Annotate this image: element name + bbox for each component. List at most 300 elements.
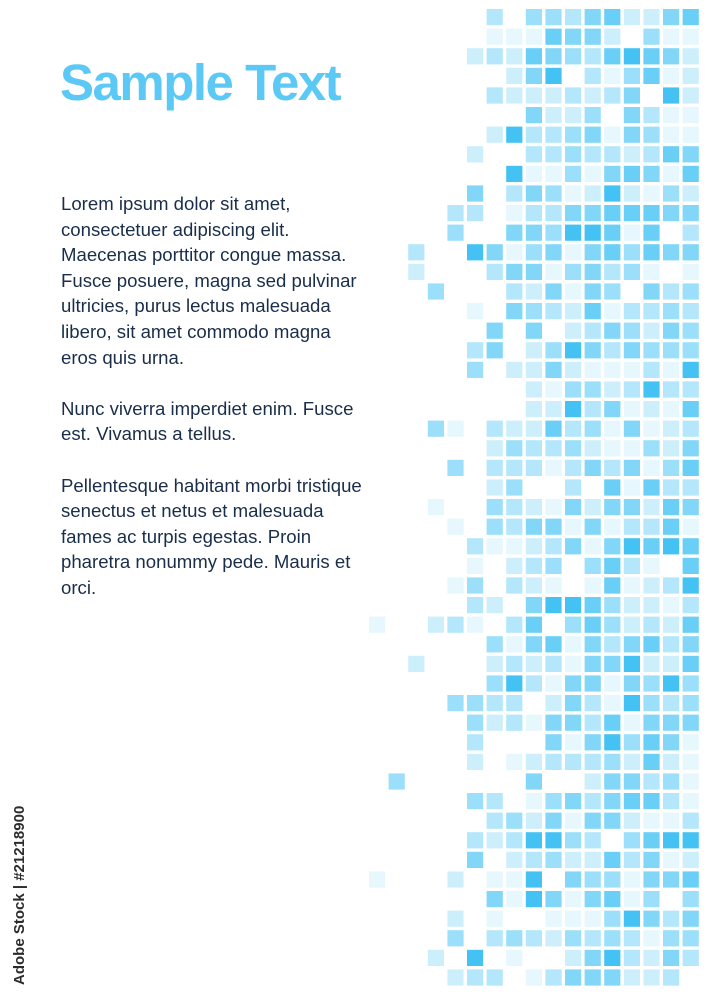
body-paragraph-2: Nunc viverra imperdiet enim. Fusce est. Vivamus a tellus. <box>61 397 354 445</box>
mosaic-tile <box>526 323 542 339</box>
mosaic-tile <box>467 48 483 64</box>
mosaic-tile <box>604 185 620 201</box>
mosaic-tile <box>683 146 699 162</box>
mosaic-tile <box>624 264 640 280</box>
mosaic-tile <box>565 29 581 45</box>
mosaic-tile <box>526 813 542 829</box>
mosaic-tile <box>545 538 561 554</box>
mosaic-tile <box>663 754 679 770</box>
mosaic-tile <box>487 29 503 45</box>
mosaic-tile <box>643 166 659 182</box>
mosaic-tile <box>624 185 640 201</box>
mosaic-tile <box>565 323 581 339</box>
mosaic-tile <box>683 205 699 221</box>
mosaic-tile <box>585 773 601 789</box>
mosaic-tile <box>663 911 679 927</box>
mosaic-tile <box>526 225 542 241</box>
mosaic-tile <box>663 323 679 339</box>
mosaic-tile <box>506 656 522 672</box>
mosaic-tile <box>643 754 659 770</box>
mosaic-tile <box>585 538 601 554</box>
mosaic-tile <box>663 930 679 946</box>
mosaic-tile <box>624 852 640 868</box>
mosaic-tile <box>565 283 581 299</box>
mosaic-tile <box>663 185 679 201</box>
mosaic-tile <box>545 813 561 829</box>
mosaic-tile <box>447 519 463 535</box>
mosaic-tile <box>643 323 659 339</box>
mosaic-tile <box>624 303 640 319</box>
mosaic-tile <box>683 362 699 378</box>
mosaic-tile <box>643 381 659 397</box>
mosaic-tile <box>683 636 699 652</box>
mosaic-tile <box>467 597 483 613</box>
mosaic-tile <box>683 440 699 456</box>
mosaic-tile <box>545 675 561 691</box>
mosaic-tile <box>545 636 561 652</box>
mosaic-tile <box>624 127 640 143</box>
mosaic-tile <box>643 264 659 280</box>
mosaic-tile <box>663 421 679 437</box>
mosaic-tile <box>624 558 640 574</box>
mosaic-tile <box>604 205 620 221</box>
mosaic-tile <box>506 460 522 476</box>
mosaic-tile <box>604 460 620 476</box>
mosaic-tile <box>408 264 424 280</box>
mosaic-tile <box>624 617 640 633</box>
mosaic-tile <box>565 617 581 633</box>
mosaic-tile <box>467 695 483 711</box>
mosaic-tile <box>604 87 620 103</box>
mosaic-tile <box>585 421 601 437</box>
mosaic-tile <box>624 950 640 966</box>
mosaic-tile <box>467 852 483 868</box>
mosaic-tile <box>545 734 561 750</box>
mosaic-tile <box>683 538 699 554</box>
mosaic-tile <box>467 734 483 750</box>
mosaic-tile <box>506 283 522 299</box>
mosaic-tile <box>683 48 699 64</box>
mosaic-tile <box>545 401 561 417</box>
mosaic-tile <box>683 323 699 339</box>
mosaic-tile <box>506 558 522 574</box>
mosaic-tile <box>467 832 483 848</box>
mosaic-tile <box>565 225 581 241</box>
mosaic-tile <box>526 166 542 182</box>
mosaic-tile <box>526 773 542 789</box>
mosaic-tile <box>663 127 679 143</box>
mosaic-tile <box>643 656 659 672</box>
mosaic-tile <box>683 185 699 201</box>
mosaic-tile <box>683 460 699 476</box>
mosaic-tile <box>428 421 444 437</box>
mosaic-tile <box>604 617 620 633</box>
mosaic-tile <box>624 891 640 907</box>
mosaic-tile <box>683 832 699 848</box>
mosaic-tile <box>643 675 659 691</box>
mosaic-tile <box>585 68 601 84</box>
stock-credit-watermark: Adobe Stock | #21218900 <box>11 805 28 985</box>
mosaic-tile <box>624 323 640 339</box>
mosaic-tile <box>526 460 542 476</box>
mosaic-tile <box>545 166 561 182</box>
mosaic-tile <box>683 381 699 397</box>
mosaic-tile <box>545 460 561 476</box>
mosaic-tile <box>663 9 679 25</box>
mosaic-tile <box>604 283 620 299</box>
mosaic-tile <box>545 185 561 201</box>
mosaic-tile <box>683 656 699 672</box>
mosaic-tile <box>624 440 640 456</box>
mosaic-tile <box>604 499 620 515</box>
mosaic-tile <box>428 617 444 633</box>
mosaic-tile <box>565 911 581 927</box>
mosaic-tile <box>643 499 659 515</box>
mosaic-tile <box>389 773 405 789</box>
mosaic-tile <box>487 715 503 731</box>
mosaic-tile <box>604 813 620 829</box>
mosaic-tile <box>408 244 424 260</box>
mosaic-tile <box>565 499 581 515</box>
mosaic-tile <box>487 342 503 358</box>
mosaic-tile <box>526 29 542 45</box>
mosaic-tile <box>604 636 620 652</box>
mosaic-tile <box>506 127 522 143</box>
mosaic-tile <box>487 813 503 829</box>
mosaic-tile <box>506 166 522 182</box>
mosaic-tile <box>624 205 640 221</box>
mosaic-tile <box>624 636 640 652</box>
mosaic-tile <box>585 813 601 829</box>
mosaic-tile <box>643 225 659 241</box>
mosaic-tile <box>643 715 659 731</box>
mosaic-tile <box>663 48 679 64</box>
mosaic-tile <box>545 107 561 123</box>
mosaic-tile <box>663 479 679 495</box>
mosaic-tile <box>624 773 640 789</box>
mosaic-tile <box>487 127 503 143</box>
mosaic-tile <box>683 773 699 789</box>
mosaic-tile <box>604 401 620 417</box>
mosaic-tile <box>526 715 542 731</box>
mosaic-tile <box>487 244 503 260</box>
mosaic-tile <box>585 734 601 750</box>
mosaic-tile <box>683 401 699 417</box>
mosaic-tile <box>545 381 561 397</box>
mosaic-tile <box>526 577 542 593</box>
mosaic-tile <box>487 871 503 887</box>
mosaic-tile <box>526 185 542 201</box>
mosaic-tile <box>624 342 640 358</box>
mosaic-tile <box>447 205 463 221</box>
mosaic-tile <box>683 9 699 25</box>
mosaic-tile <box>624 930 640 946</box>
mosaic-tile <box>487 264 503 280</box>
mosaic-tile <box>506 29 522 45</box>
mosaic-tile <box>663 205 679 221</box>
mosaic-tile <box>683 715 699 731</box>
mosaic-tile <box>565 244 581 260</box>
mosaic-tile <box>585 519 601 535</box>
mosaic-tile <box>604 421 620 437</box>
mosaic-tile <box>487 460 503 476</box>
mosaic-tile <box>565 421 581 437</box>
mosaic-tile <box>663 68 679 84</box>
mosaic-tile <box>585 29 601 45</box>
mosaic-tile <box>604 852 620 868</box>
mosaic-tile <box>604 68 620 84</box>
mosaic-tile <box>585 48 601 64</box>
mosaic-tile <box>526 656 542 672</box>
mosaic-tile <box>487 9 503 25</box>
headline: Sample Text <box>60 54 341 111</box>
mosaic-tile <box>545 911 561 927</box>
mosaic-tile <box>506 87 522 103</box>
mosaic-tile <box>624 675 640 691</box>
mosaic-tile <box>545 421 561 437</box>
body-paragraph-1: Lorem ipsum dolor sit amet, consectetuer adipiscing elit. Maecenas porttitor congue massa. Fusce posuere, magna sed pulvinar ultricies, purus lectus malesuada libero, sit amet commodo magna eros quis urna. <box>61 193 357 368</box>
mosaic-tile <box>663 460 679 476</box>
mosaic-tile <box>604 479 620 495</box>
mosaic-tile <box>604 127 620 143</box>
mosaic-tile <box>643 911 659 927</box>
mosaic-tile <box>624 48 640 64</box>
mosaic-tile <box>585 950 601 966</box>
mosaic-tile <box>624 911 640 927</box>
mosaic-tile <box>487 911 503 927</box>
mosaic-tile <box>683 87 699 103</box>
mosaic-tile <box>585 244 601 260</box>
mosaic-tile <box>663 793 679 809</box>
mosaic-tile <box>526 421 542 437</box>
mosaic-tile <box>604 577 620 593</box>
mosaic-tile <box>467 715 483 731</box>
mosaic-tile <box>467 538 483 554</box>
mosaic-tile <box>643 891 659 907</box>
mosaic-tile <box>447 871 463 887</box>
mosaic-tile <box>565 793 581 809</box>
mosaic-tile <box>526 342 542 358</box>
mosaic-tile <box>683 813 699 829</box>
mosaic-tile <box>585 911 601 927</box>
mosaic-tile <box>643 107 659 123</box>
mosaic-tile <box>643 793 659 809</box>
mosaic-tile <box>585 381 601 397</box>
mosaic-tile <box>565 695 581 711</box>
mosaic-tile <box>526 283 542 299</box>
mosaic-tile <box>683 695 699 711</box>
mosaic-tile <box>683 303 699 319</box>
mosaic-tile <box>506 950 522 966</box>
mosaic-tile <box>506 754 522 770</box>
mosaic-tile <box>585 871 601 887</box>
mosaic-tile <box>565 519 581 535</box>
mosaic-tile <box>428 950 444 966</box>
mosaic-tile <box>565 754 581 770</box>
mosaic-tile <box>624 577 640 593</box>
mosaic-tile <box>526 107 542 123</box>
mosaic-tile <box>565 127 581 143</box>
mosaic-tile <box>585 597 601 613</box>
mosaic-tile <box>604 381 620 397</box>
mosaic-tile <box>663 499 679 515</box>
mosaic-tile <box>545 87 561 103</box>
mosaic-tile <box>545 362 561 378</box>
mosaic-tile <box>545 715 561 731</box>
mosaic-tile <box>526 87 542 103</box>
mosaic-tile <box>643 479 659 495</box>
mosaic-tile <box>585 460 601 476</box>
mosaic-tile <box>487 891 503 907</box>
mosaic-tile <box>683 499 699 515</box>
mosaic-tile <box>643 29 659 45</box>
mosaic-tile <box>663 283 679 299</box>
mosaic-tile <box>565 440 581 456</box>
mosaic-tile <box>585 87 601 103</box>
mosaic-tile <box>565 715 581 731</box>
mosaic-tile <box>624 832 640 848</box>
mosaic-tile <box>663 773 679 789</box>
mosaic-tile <box>447 225 463 241</box>
mosaic-tile <box>663 675 679 691</box>
mosaic-tile <box>643 871 659 887</box>
mosaic-tile <box>683 342 699 358</box>
mosaic-tile <box>604 754 620 770</box>
mosaic-tile <box>585 793 601 809</box>
mosaic-tile <box>585 107 601 123</box>
mosaic-tile <box>565 538 581 554</box>
mosaic-tile <box>663 166 679 182</box>
mosaic-tile <box>545 303 561 319</box>
mosaic-tile <box>624 793 640 809</box>
mosaic-tile <box>663 440 679 456</box>
mosaic-tile <box>604 323 620 339</box>
mosaic-tile <box>526 891 542 907</box>
mosaic-tile <box>663 617 679 633</box>
mosaic-tile <box>604 440 620 456</box>
mosaic-tile <box>663 950 679 966</box>
mosaic-tile <box>467 342 483 358</box>
mosaic-tile <box>604 715 620 731</box>
mosaic-tile <box>663 852 679 868</box>
mosaic-tile <box>585 636 601 652</box>
mosaic-tile <box>624 401 640 417</box>
mosaic-tile <box>526 832 542 848</box>
mosaic-tile <box>643 832 659 848</box>
mosaic-tile <box>487 87 503 103</box>
mosaic-tile <box>663 715 679 731</box>
mosaic-tile <box>506 499 522 515</box>
mosaic-tile <box>643 538 659 554</box>
mosaic-tile <box>526 538 542 554</box>
mosaic-tile <box>369 617 385 633</box>
mosaic-tile <box>643 185 659 201</box>
mosaic-tile <box>663 303 679 319</box>
mosaic-tile <box>506 617 522 633</box>
mosaic-tile <box>683 225 699 241</box>
mosaic-tile <box>643 421 659 437</box>
mosaic-tile <box>487 323 503 339</box>
mosaic-tile <box>545 342 561 358</box>
mosaic-tile <box>545 244 561 260</box>
mosaic-tile <box>526 519 542 535</box>
mosaic-tile <box>585 558 601 574</box>
mosaic-tile <box>604 734 620 750</box>
mosaic-tile <box>565 342 581 358</box>
mosaic-tile <box>683 283 699 299</box>
mosaic-tile <box>565 930 581 946</box>
mosaic-tile <box>545 832 561 848</box>
mosaic-tile <box>683 244 699 260</box>
mosaic-tile <box>604 911 620 927</box>
mosaic-tile <box>585 9 601 25</box>
mosaic-tile <box>663 577 679 593</box>
mosaic-tile <box>604 303 620 319</box>
mosaic-tile <box>585 225 601 241</box>
mosaic-tile <box>526 930 542 946</box>
mosaic-tile <box>506 421 522 437</box>
mosaic-tile <box>585 440 601 456</box>
mosaic-tile <box>506 244 522 260</box>
mosaic-tile <box>447 577 463 593</box>
mosaic-tile <box>526 127 542 143</box>
mosaic-tile <box>663 342 679 358</box>
mosaic-tile <box>643 303 659 319</box>
mosaic-tile <box>467 793 483 809</box>
mosaic-tile <box>487 479 503 495</box>
mosaic-tile <box>663 969 679 985</box>
mosaic-tile <box>604 969 620 985</box>
mosaic-tile <box>643 636 659 652</box>
mosaic-tile <box>643 695 659 711</box>
mosaic-tile <box>643 48 659 64</box>
mosaic-tile <box>683 29 699 45</box>
mosaic-tile <box>545 146 561 162</box>
mosaic-tile <box>604 656 620 672</box>
mosaic-tile <box>545 597 561 613</box>
mosaic-tile <box>565 852 581 868</box>
mosaic-tile <box>585 264 601 280</box>
mosaic-tile <box>447 695 463 711</box>
mosaic-tile <box>565 185 581 201</box>
mosaic-tile <box>624 460 640 476</box>
mosaic-tile <box>487 695 503 711</box>
mosaic-tile <box>526 48 542 64</box>
mosaic-tile <box>683 264 699 280</box>
mosaic-tile <box>428 499 444 515</box>
mosaic-tile <box>643 146 659 162</box>
mosaic-tile <box>585 832 601 848</box>
mosaic-tile <box>565 871 581 887</box>
mosaic-tile <box>624 107 640 123</box>
mosaic-tile <box>585 401 601 417</box>
mosaic-tile <box>604 675 620 691</box>
mosaic-tile <box>565 891 581 907</box>
mosaic-tile <box>643 205 659 221</box>
mosaic-tile <box>604 29 620 45</box>
mosaic-tile <box>604 342 620 358</box>
mosaic-tile <box>604 950 620 966</box>
mosaic-tile <box>487 597 503 613</box>
mosaic-tile <box>565 87 581 103</box>
mosaic-tile <box>643 577 659 593</box>
mosaic-tile <box>526 617 542 633</box>
mosaic-tile <box>624 695 640 711</box>
mosaic-tile <box>643 401 659 417</box>
mosaic-tile <box>643 773 659 789</box>
mosaic-tile <box>643 558 659 574</box>
mosaic-tile <box>624 813 640 829</box>
